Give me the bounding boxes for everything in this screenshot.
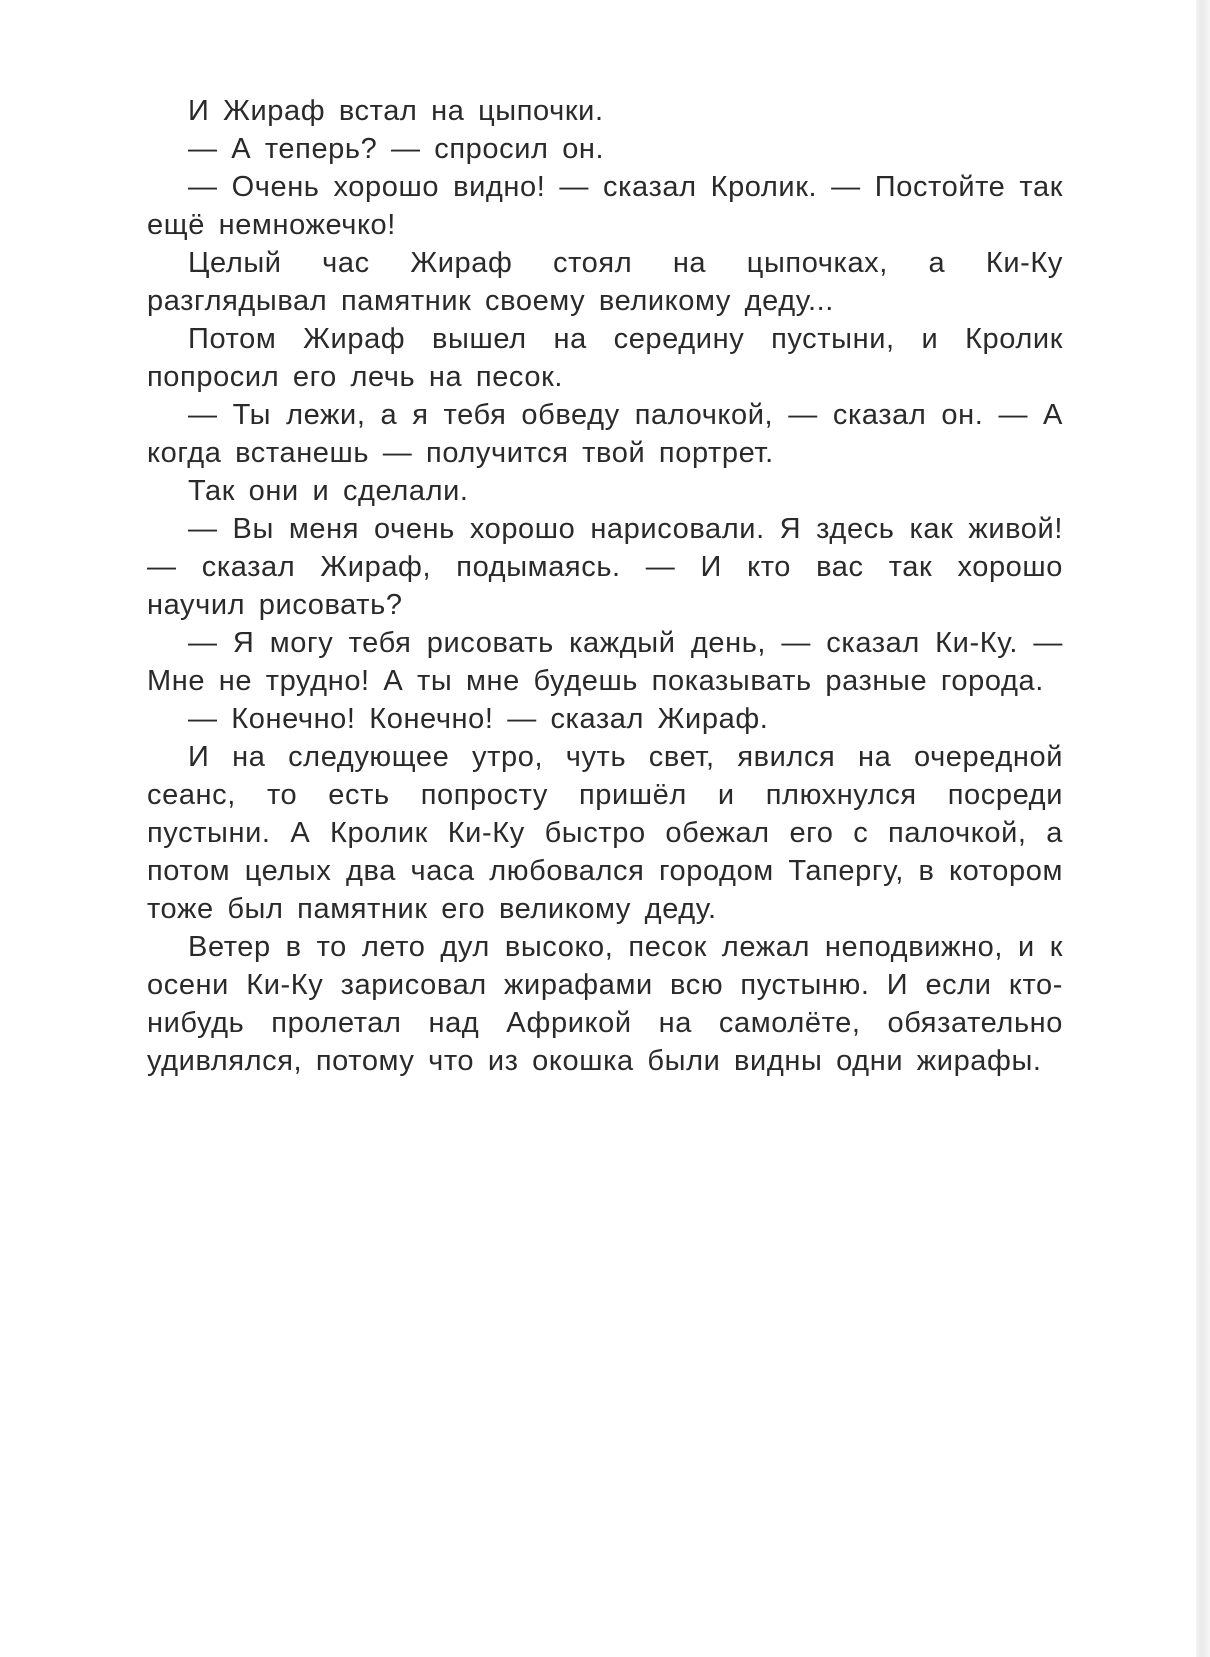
paragraph: — А теперь? — спросил он. — [188, 133, 605, 165]
paragraph: И на следующее утро, чуть свет, явился на очередной сеанс, то есть попросту пришёл и плюхнулся посреди пустыни. А Кролик Ки-Ку быстро обежал его с палочкой, а потом целых два часа любовался городом Тапергу, в котором тоже был памятник его великому деду. — [147, 741, 1063, 925]
paragraph: — Вы меня очень хорошо нарисовали. Я здесь как живой! — сказал Жираф, подымаясь. — И кто вас так хорошо научил рисовать? — [147, 513, 1063, 621]
paragraph: Потом Жираф вышел на середину пустыни, и Кролик попросил его лечь на песок. — [147, 323, 1063, 393]
paragraph: Ветер в то лето дул высоко, песок лежал неподвижно, и к осени Ки-Ку зарисовал жирафами всю пустыню. И если кто-нибудь пролетал над Африкой на самолёте, обязательно удивлялся, потому что из окошка были видны одни жирафы. — [147, 931, 1063, 1077]
story-text — [147, 92, 1063, 1080]
paragraph: — Я могу тебя рисовать каждый день, — сказал Ки-Ку. — Мне не трудно! А ты мне будешь показывать разные города. — [147, 627, 1063, 697]
paragraph: — Конечно! Конечно! — сказал Жираф. — [188, 703, 769, 735]
paragraph: — Ты лежи, а я тебя обведу палочкой, — сказал он. — А когда встанешь — получится твой портрет. — [147, 399, 1063, 469]
paragraph: Так они и сделали. — [188, 475, 469, 507]
page-edge-shadow — [1196, 0, 1210, 1657]
paragraph: И Жираф встал на цыпочки. — [188, 95, 604, 127]
paragraph: Целый час Жираф стоял на цыпочках, а Ки-Ку разглядывал памятник своему великому деду... — [147, 247, 1063, 317]
paragraph: — Очень хорошо видно! — сказал Кролик. — Постойте так ещё немножечко! — [147, 171, 1063, 241]
